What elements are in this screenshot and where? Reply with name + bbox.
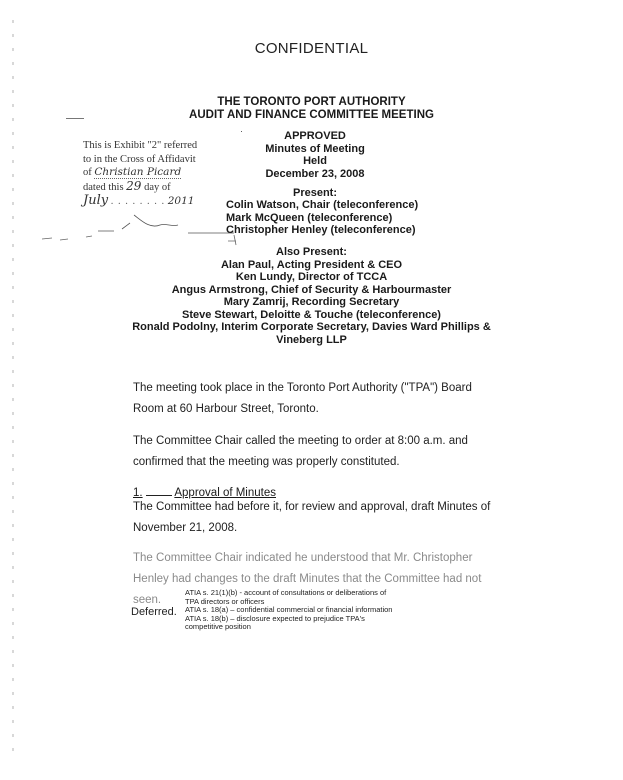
approval-block xyxy=(230,130,400,180)
present-member: Christopher Henley (teleconference) xyxy=(226,224,416,236)
organization-title: THE TORONTO PORT AUTHORITY xyxy=(217,96,406,108)
stamp-line-4: dated this 29 day of xyxy=(83,178,171,193)
paragraph-draft-minutes: The Committee had before it, for review and approval, draft Minutes of November 21, 2008. xyxy=(133,501,491,534)
attendee: Vineberg LLP xyxy=(276,333,347,346)
paragraph-call-to-order: The Committee Chair called the meeting to order at 8:00 a.m. and confirmed that the meeting was properly constituted. xyxy=(133,435,468,468)
section-title: Approval of Minutes xyxy=(174,487,276,499)
atia-note: ATIA s. 18(b) – disclosure expected to prejudice TPA's competitive position xyxy=(185,613,365,631)
present-heading: Present: xyxy=(292,187,338,199)
handwritten-name: Christian Picard xyxy=(94,166,182,178)
meeting-date: December 23, 2008 xyxy=(265,167,365,180)
minutes-label: Minutes of Meeting xyxy=(265,142,365,155)
present-member: Colin Watson, Chair (teleconference) xyxy=(226,199,419,211)
section-number: 1. xyxy=(133,487,143,499)
scan-speck: · xyxy=(240,126,243,136)
paragraph-henley-changes: The Committee Chair indicated he understood that Mr. Christopher Henley had changes to the draft Minutes that the Committee had not seen. xyxy=(133,552,482,606)
atia-note: ATIA s. 18(a) – confidential commercial or financial information xyxy=(185,605,393,614)
scan-edge-marks xyxy=(12,20,14,760)
attendee: Mary Zamrij, Recording Secretary xyxy=(223,296,400,308)
stamp-line-3: of Christian Picard xyxy=(83,166,182,178)
exhibit-stamp xyxy=(83,139,243,209)
also-present-block xyxy=(0,246,623,346)
confidential-heading: CONFIDENTIAL xyxy=(254,40,369,57)
also-present-heading: Also Present: xyxy=(276,246,347,258)
stamp-line-5: July . . . . . . . . 2011 xyxy=(83,193,195,208)
deferred-label: Deferred. xyxy=(131,606,177,618)
handwritten-month: July xyxy=(83,193,109,208)
stamp-mark xyxy=(66,118,84,119)
attendee: Steve Stewart, Deloitte & Touche (teleconference) xyxy=(182,308,441,321)
present-member: Mark McQueen (teleconference) xyxy=(226,211,393,224)
meeting-title: AUDIT AND FINANCE COMMITTEE MEETING xyxy=(189,109,434,121)
held-label: Held xyxy=(303,155,327,167)
attendee: Alan Paul, Acting President & CEO xyxy=(220,258,403,271)
stamp-line-2: to in the Cross of Affidavit xyxy=(83,153,196,165)
handwritten-day: 29 xyxy=(126,178,142,193)
attendee: Angus Armstrong, Chief of Security & Harbourmaster xyxy=(171,283,452,296)
signature-scribble xyxy=(38,205,238,247)
attendee: Ken Lundy, Director of TCCA xyxy=(235,271,388,283)
stamp-line-1: This is Exhibit "2" referred xyxy=(83,140,198,151)
present-list xyxy=(226,199,426,237)
approved-label: APPROVED xyxy=(284,130,346,142)
atia-note: ATIA s. 21(1)(b) - account of consultations or deliberations of TPA directors or officers xyxy=(185,588,387,606)
atia-notes xyxy=(185,589,400,632)
attendee: Ronald Podolny, Interim Corporate Secretary, Davies Ward Phillips & xyxy=(132,321,491,333)
paragraph-location: The meeting took place in the Toronto Port Authority ("TPA") Board Room at 60 Harbour Street, Toronto. xyxy=(133,382,472,415)
handwritten-year: 2011 xyxy=(167,195,195,207)
